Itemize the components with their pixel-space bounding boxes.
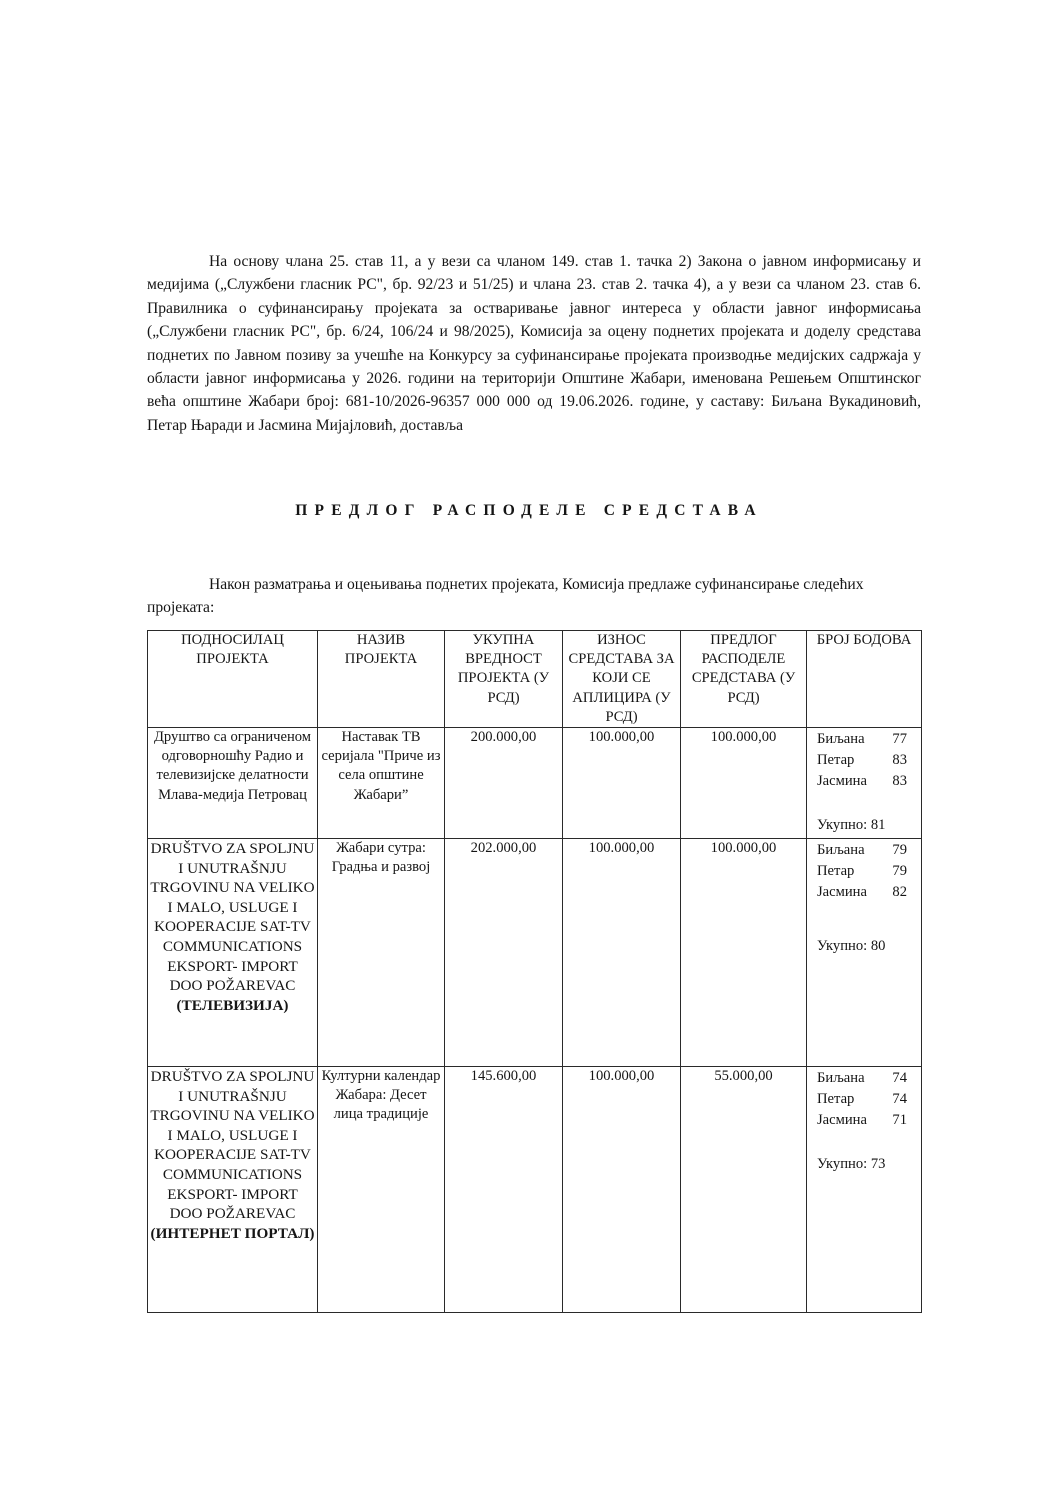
score-line — [809, 1109, 919, 1130]
total-value-cell: 200.000,00 — [445, 728, 563, 839]
evaluator-points: 83 — [892, 752, 907, 769]
evaluator-points: 74 — [892, 1070, 907, 1087]
evaluator-points: 77 — [892, 731, 907, 748]
applicant-media-type: (ТЕЛЕВИЗИЈА) — [176, 996, 289, 1014]
score-line — [809, 1088, 919, 1109]
score-line — [809, 728, 919, 749]
allocation-table — [147, 630, 922, 1313]
total-value-cell: 202.000,00 — [445, 839, 563, 1067]
evaluator-name: Петар — [817, 752, 855, 769]
evaluator-name: Јасмина — [817, 773, 867, 790]
lead-paragraph: Након разматрања и оцењивања поднетих пројеката, Комисија предлаже суфинансирање следећих пројеката: — [147, 576, 864, 617]
score-line — [809, 839, 919, 860]
proposed-amount-cell: 100.000,00 — [681, 728, 807, 839]
evaluator-name: Биљана — [817, 731, 865, 748]
total-score: Укупно: 73 — [817, 1155, 886, 1172]
evaluator-name: Јасмина — [817, 884, 867, 901]
table-row — [148, 728, 922, 839]
header-requested-amount: ИЗНОС СРЕДСТАВА ЗА КОЈИ СЕ АПЛИЦИРА (У РСД) — [563, 631, 681, 728]
score-cell — [807, 1067, 922, 1313]
score-line — [809, 1067, 919, 1088]
score-line — [809, 881, 919, 902]
evaluator-points: 83 — [892, 773, 907, 790]
applicant-cell — [148, 1067, 318, 1313]
score-line — [809, 860, 919, 881]
applicant-name: Друштво са ограниченом одговорношћу Радио и телевизијске делатности Млава-медија Петровац — [153, 729, 312, 803]
document-title: ПРЕДЛОГ РАСПОДЕЛЕ СРЕДСТАВА — [295, 502, 763, 519]
project-name-cell: Жабари сутра: Градња и развој — [318, 839, 445, 1067]
score-line — [809, 749, 919, 770]
applicant-cell — [148, 728, 318, 839]
applicant-media-type: (ИНТЕРНЕТ ПОРТАЛ) — [150, 1224, 315, 1242]
evaluator-name: Биљана — [817, 842, 865, 859]
table-row — [148, 839, 922, 1067]
evaluator-points: 79 — [892, 842, 907, 859]
score-cell — [807, 728, 922, 839]
score-cell — [807, 839, 922, 1067]
project-name-cell: Културни календар Жабара: Десет лица традиције — [318, 1067, 445, 1313]
header-score: БРОЈ БОДОВА — [807, 631, 922, 728]
applicant-name: DRUŠTVO ZA SPOLJNU I UNUTRAŠNJU TRGOVINU NA VELIKO I MALO, USLUGE I KOOPERACIJE SAT-TV COMMUNICATIONS EKSPORT- IMPORT DOO POŽAREVAC — [150, 1068, 315, 1223]
applicant-cell — [148, 839, 318, 1067]
evaluator-name: Петар — [817, 1091, 855, 1108]
project-name-cell: Наставак ТВ серијала "Приче из села општине Жабари” — [318, 728, 445, 839]
evaluator-points: 79 — [892, 863, 907, 880]
total-score: Укупно: 81 — [817, 816, 886, 833]
header-applicant: ПОДНОСИЛАЦ ПРОЈЕКТА — [148, 631, 318, 728]
proposed-amount-cell: 55.000,00 — [681, 1067, 807, 1313]
evaluator-name: Петар — [817, 863, 855, 880]
proposed-amount-cell: 100.000,00 — [681, 839, 807, 1067]
evaluator-points: 74 — [892, 1091, 907, 1108]
evaluator-name: Биљана — [817, 1070, 865, 1087]
evaluator-points: 82 — [892, 884, 907, 901]
header-project-name: НАЗИВ ПРОЈЕКТА — [318, 631, 445, 728]
evaluator-points: 71 — [892, 1112, 907, 1129]
requested-amount-cell: 100.000,00 — [563, 839, 681, 1067]
total-score: Укупно: 80 — [817, 937, 886, 954]
requested-amount-cell: 100.000,00 — [563, 1067, 681, 1313]
evaluator-name: Јасмина — [817, 1112, 867, 1129]
table-header-row — [148, 631, 922, 728]
requested-amount-cell: 100.000,00 — [563, 728, 681, 839]
header-proposed-amount: ПРЕДЛОГ РАСПОДЕЛЕ СРЕДСТАВА (У РСД) — [681, 631, 807, 728]
intro-paragraph: На основу члана 25. став 11, а у вези са чланом 149. став 1. тачка 2) Закона о јавном информисању и медијима („Службени гласник РС", бр. 92/23 и 51/25) и члана 23. став 2. тачка 4), а у вези са чланом 23. став 6. Правилника о суфинансирању пројеката за остваривање јавног интереса у области јавног информисања („Службени гласник РС", бр. 6/24, 106/24 и 98/2025), Комисија за оцену поднетих пројеката и доделу средстава поднетих по Јавном позиву за учешће на Конкурсу за суфинансирање пројеката производње медијских садржаја у области јавног информисања у 2026. години на територији Општине Жабари, именована Решењем Општинског већа општине Жабари број: 681-10/2026-96357 000 000 од 19.06.2026. године, у саставу: Биљана Вукадиновић, Петар Њаради и Јасмина Мијајловић, доставља — [147, 253, 921, 434]
applicant-name: DRUŠTVO ZA SPOLJNU I UNUTRAŠNJU TRGOVINU NA VELIKO I MALO, USLUGE I KOOPERACIJE SAT-TV COMMUNICATIONS EKSPORT- IMPORT DOO POŽAREVAC — [150, 840, 315, 995]
table-row — [148, 1067, 922, 1313]
total-value-cell: 145.600,00 — [445, 1067, 563, 1313]
header-total-value: УКУПНА ВРЕДНОСТ ПРОЈЕКТА (У РСД) — [445, 631, 563, 728]
score-line — [809, 770, 919, 791]
